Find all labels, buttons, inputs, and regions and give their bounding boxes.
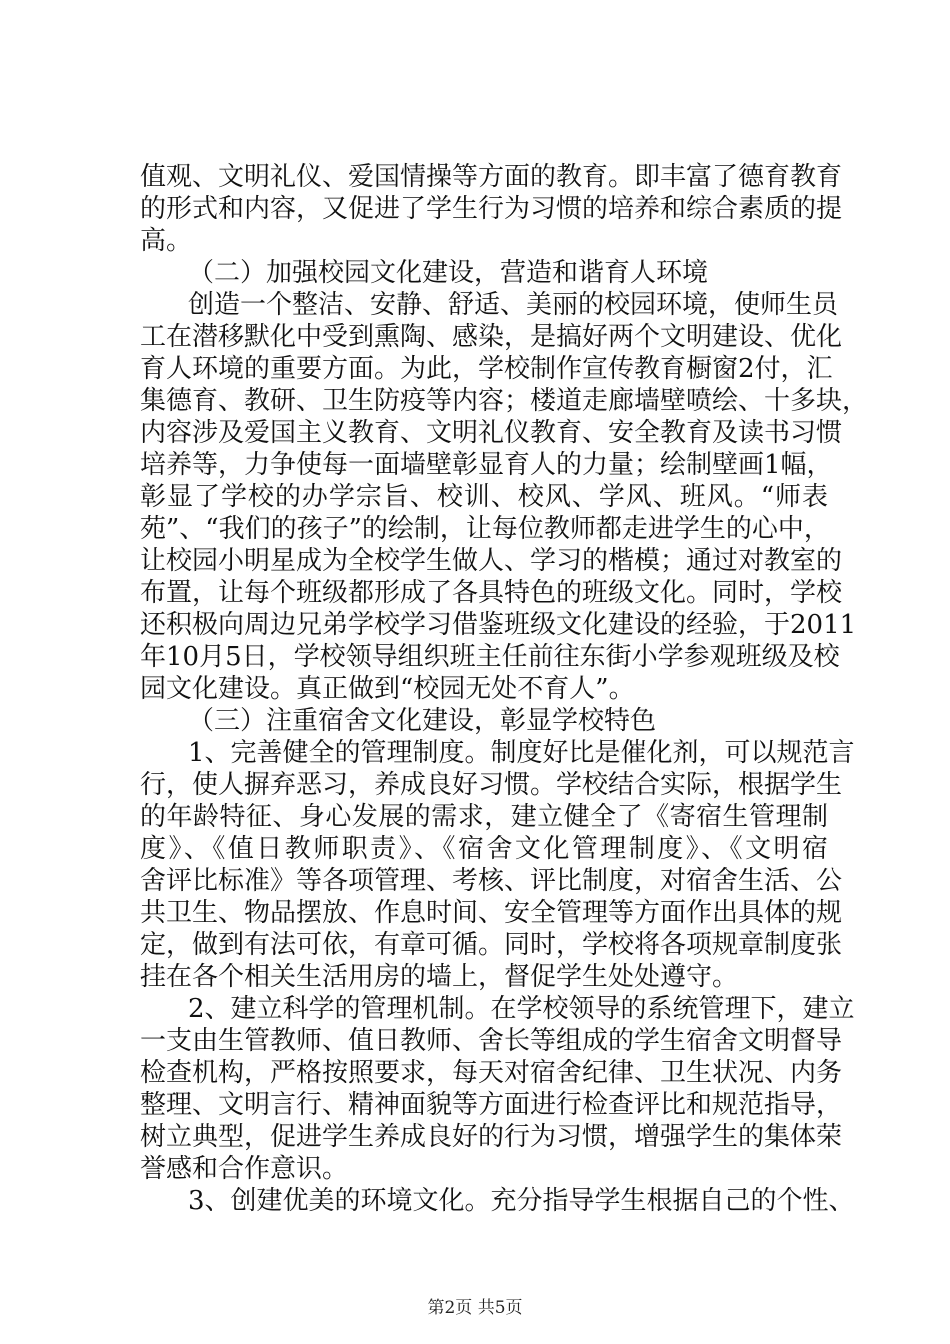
text-line: 值观、文明礼仪、爱国情操等方面的教育。即丰富了德育教育 (140, 162, 843, 192)
text-line: 年10月5日，学校领导组织班主任前往东街小学参观班级及校 (140, 642, 840, 672)
paragraph-start: 1、完善健全的管理制度。制度好比是催化剂，可以规范言 (188, 738, 855, 768)
paragraph-start: 创造一个整洁、安静、舒适、美丽的校园环境，使师生员 (188, 290, 839, 320)
text-line: 高。 (140, 226, 193, 256)
text-line: 彰显了学校的办学宗旨、校训、校风、学风、班风。“师表 (140, 482, 828, 512)
body-text (140, 161, 869, 1217)
text-line: 育人环境的重要方面。为此，学校制作宣传教育橱窗2付，汇 (140, 354, 833, 384)
text-line: 苑”、“我们的孩子”的绘制，让每位教师都走进学生的心中， (140, 514, 830, 544)
section-heading: （二）加强校园文化建设，营造和谐育人环境 (188, 258, 709, 288)
text-line: 工在潜移默化中受到熏陶、感染，是搞好两个文明建设、优化 (140, 322, 843, 352)
text-line: 检查机构，严格按照要求，每天对宿舍纪律、卫生状况、内务 (140, 1058, 843, 1088)
text-line: 集德育、教研、卫生防疫等内容；楼道走廊墙壁喷绘、十多块， (140, 386, 869, 416)
text-line: 共卫生、物品摆放、作息时间、安全管理等方面作出具体的规 (140, 898, 843, 928)
text-line: 树立典型，促进学生养成良好的行为习惯，增强学生的集体荣 (140, 1122, 843, 1152)
page-footer: 第2页 共5页 (427, 1298, 523, 1318)
paragraph-start: 3、创建优美的环境文化。充分指导学生根据自己的个性、 (188, 1186, 855, 1216)
text-line: 的年龄特征、身心发展的需求，建立健全了《寄宿生管理制 (140, 802, 828, 832)
text-line: 整理、文明言行、精神面貌等方面进行检查评比和规范指导， (140, 1090, 843, 1120)
text-line: 布置，让每个班级都形成了各具特色的班级文化。同时，学校 (140, 578, 843, 608)
text-line: 挂在各个相关生活用房的墙上，督促学生处处遵守。 (140, 962, 739, 992)
text-line: 的形式和内容，又促进了学生行为习惯的培养和综合素质的提 (140, 194, 843, 224)
text-line: 内容涉及爱国主义教育、文明礼仪教育、安全教育及读书习惯 (140, 418, 843, 448)
section-heading: （三）注重宿舍文化建设，彰显学校特色 (188, 706, 657, 736)
text-line: 园文化建设。真正做到“校园无处不育人”。 (140, 674, 635, 704)
text-line: 还积极向周边兄弟学校学习借鉴班级文化建设的经验，于2011 (140, 610, 857, 640)
paragraph-start: 2、建立科学的管理机制。在学校领导的系统管理下，建立 (188, 994, 855, 1024)
text-line: 一支由生管教师、值日教师、舍长等组成的学生宿舍文明督导 (140, 1026, 843, 1056)
text-line: 培养等，力争使每一面墙壁彰显育人的力量；绘制壁画1幅， (140, 450, 833, 480)
text-line: 舍评比标准》等各项管理、考核、评比制度，对宿舍生活、公 (140, 866, 843, 896)
text-line: 誉感和合作意识。 (140, 1154, 349, 1184)
text-line: 定，做到有法可依，有章可循。同时，学校将各项规章制度张 (140, 930, 843, 960)
text-line: 度》、《值日教师职责》、《宿舍文化管理制度》、《文明宿 (140, 834, 828, 864)
text-line: 让校园小明星成为全校学生做人、学习的楷模；通过对教室的 (140, 546, 843, 576)
text-line: 行，使人摒弃恶习，养成良好习惯。学校结合实际，根据学生 (140, 770, 843, 800)
